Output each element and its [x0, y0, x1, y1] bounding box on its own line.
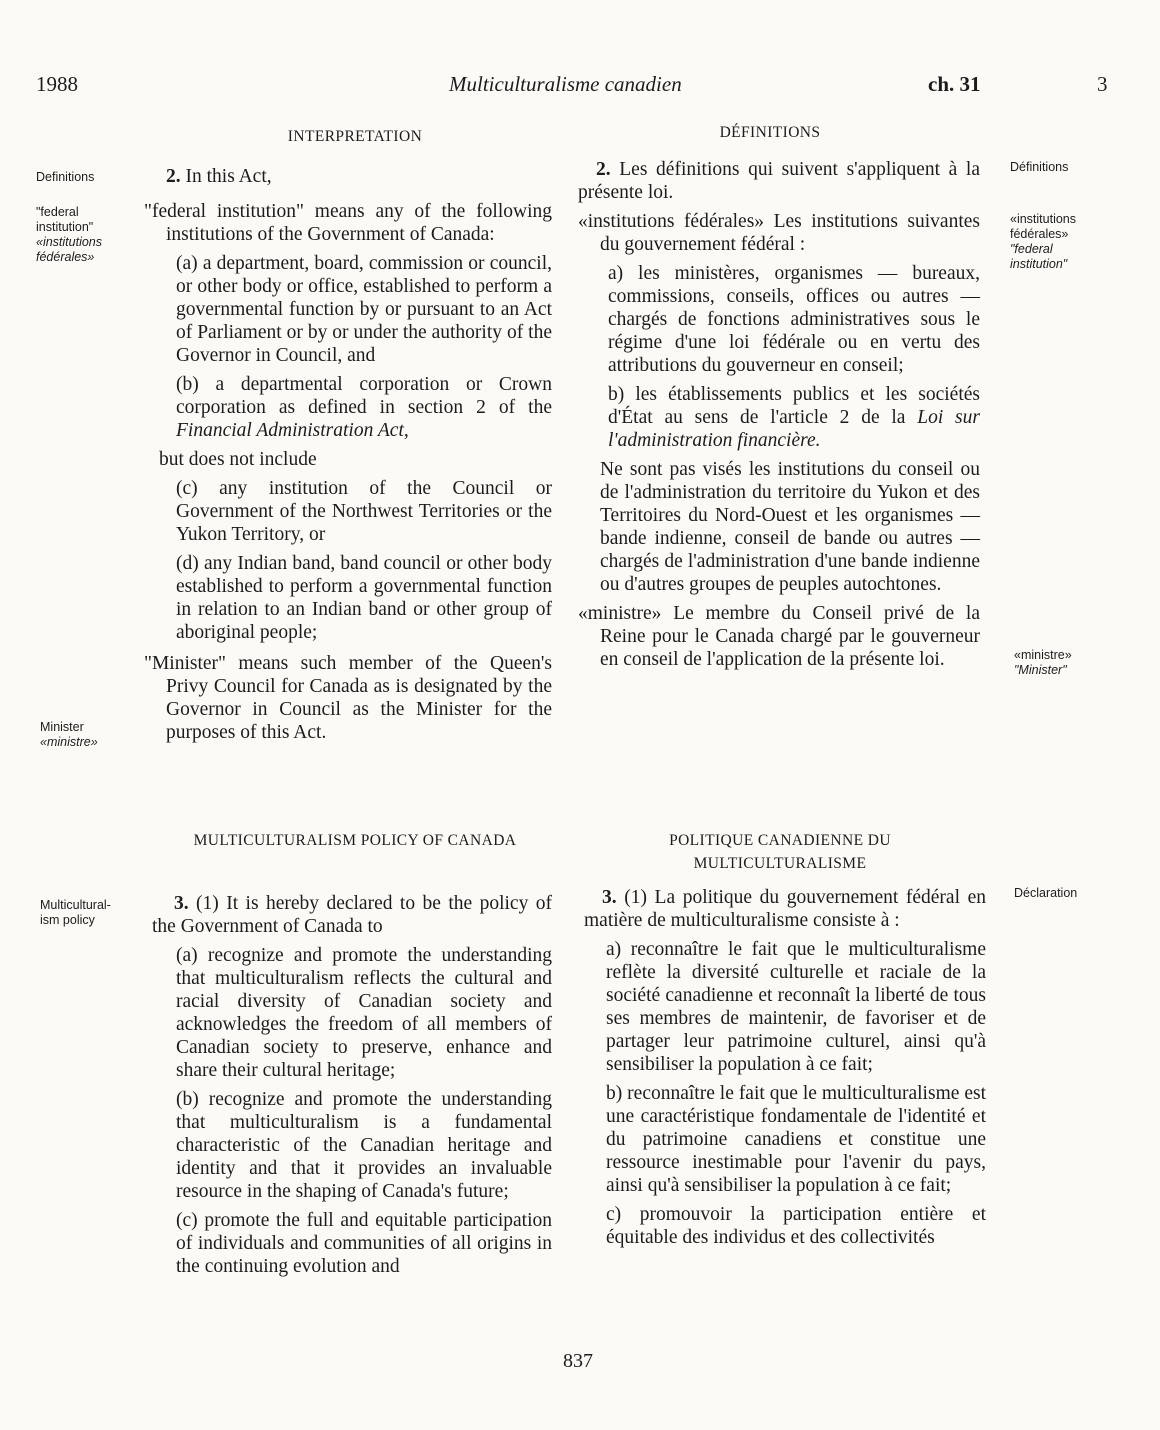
punctuation: ,: [403, 420, 409, 441]
margin-note-declaration-fr: Déclaration: [1014, 886, 1078, 900]
definition-ministre: «ministre» Le membre du Conseil privé de la Reine pour le Canada chargé par le gouverneur en conseil de l'application de la présente loi.: [578, 603, 980, 670]
paragraph-3a-fr: a) reconnaître le fait que le multiculturalisme reflète la diversité culturelle et raciale de la société canadienne et reconnaît la liberté de tous ses membres de maintenir, de favoriser et de partager leur patrimoine culturel, ainsi qu'à sensibiliser la population à ce fait;: [606, 939, 986, 1075]
margin-note-minister: [40, 720, 98, 750]
margin-line: ism policy: [40, 913, 95, 927]
margin-line: "Minister": [1014, 663, 1067, 677]
paragraph-b-fr: [578, 383, 980, 452]
margin-note-ministre-fr: [1014, 648, 1072, 678]
header-title: Multiculturalisme canadien: [449, 72, 682, 96]
margin-note-federal-institution: [36, 205, 102, 265]
definition-federal-institution: "federal institution" means any of the following institutions of the Government of Canada:: [144, 201, 552, 245]
header-year: 1988: [36, 72, 78, 96]
section-number: 2.: [596, 159, 611, 180]
margin-note-definitions: Definitions: [36, 170, 95, 184]
paragraph-d: (d) any Indian band, band council or other body established to perform a governmental function in relation to an Indian band or other group of aboriginal people;: [176, 553, 552, 643]
act-title: Loi sur l'administration financière.: [608, 407, 980, 451]
definition-institutions-federales: «institutions fédérales» Les institutions suivantes du gouvernement fédéral :: [578, 211, 980, 255]
margin-line: Multicultural-: [40, 898, 111, 912]
margin-line: "federal: [36, 205, 79, 219]
definition-minister: "Minister" means such member of the Queen's Privy Council for Canada as is designated by the Governor in Council as the Minister for the purposes of this Act.: [144, 653, 552, 743]
paragraph-c: (c) any institution of the Council or Government of the Northwest Territories or the Yukon Territory, or: [176, 478, 552, 545]
paragraph-a: (a) a department, board, commission or council, or other body or office, established to perform a governmental function by or pursuant to an Act of Parliament or by or under the authority of the Governor in Council, and: [176, 253, 552, 366]
margin-line: Minister: [40, 720, 84, 734]
header-chapter: ch. 31: [928, 72, 981, 96]
heading-policy-fr-line1: POLITIQUE CANADIENNE DU: [669, 832, 891, 849]
heading-policy-en: MULTICULTURALISM POLICY OF CANADA: [193, 832, 517, 849]
paragraph-3c-fr: c) promouvoir la participation entière et équitable des individus et des collectivités: [606, 1204, 986, 1248]
margin-line: "federal: [1010, 242, 1053, 256]
paragraph-a-fr: a) les ministères, organismes — bureaux, commissions, conseils, offices ou autres — chargés de fonctions administratives sous le régime d'une loi fédérale ou en vertu des attributions du gouverneur en conseil;: [608, 263, 980, 376]
section-2-lead: [144, 165, 552, 188]
section-2-lead-fr: [578, 158, 980, 204]
section-number: 3.: [602, 887, 617, 908]
english-section-2: [144, 165, 552, 750]
section-3-lead: [152, 892, 552, 938]
footer-page-number: 837: [563, 1350, 593, 1372]
exclusion-fr: Ne sont pas visés les institutions du conseil ou de l'administration du territoire du Yukon et des Territoires du Nord-Ouest et les organismes — bande indienne, conseil de bande ou autres — chargés de l'administration d'une bande indienne ou d'autres groupes de peuples autochtones.: [600, 459, 980, 595]
margin-line: «ministre»: [40, 735, 98, 749]
french-section-2: [578, 158, 980, 677]
section-lead-text: In this Act,: [180, 166, 272, 187]
paragraph-3b-fr: b) reconnaître le fait que le multiculturalisme est une caractéristique fondamentale de l'identité et du patrimoine canadiens et constitue une ressource inestimable pour l'avenir du pays, ainsi qu'à sensibiliser la population à ce fait;: [606, 1083, 986, 1196]
margin-line: fédérales»: [36, 250, 95, 264]
heading-interpretation: INTERPRETATION: [287, 128, 423, 145]
paragraph-3b: (b) recognize and promote the understanding that multiculturalism is a fundamental characteristic of the Canadian heritage and identity and that it provides an invaluable resource in the shaping of Canada's future;: [176, 1089, 552, 1202]
heading-definitions-fr: DÉFINITIONS: [719, 124, 821, 141]
margin-line: «institutions: [36, 235, 103, 249]
section-3-lead-fr: [584, 886, 986, 932]
section-lead-text: (1) It is hereby declared to be the policy of the Government of Canada to: [152, 893, 552, 937]
paragraph-b-text: (b) a departmental corporation or Crown corporation as defined in section 2 of the: [176, 374, 552, 418]
margin-line: institution": [1010, 257, 1068, 271]
margin-line: «institutions: [1010, 212, 1077, 226]
section-number: 3.: [174, 893, 189, 914]
heading-policy-fr: [600, 829, 960, 875]
heading-policy-fr-line2: MULTICULTURALISME: [693, 855, 867, 872]
margin-line: institution": [36, 220, 94, 234]
section-lead-text: Les définitions qui suivent s'appliquent à la présente loi.: [578, 159, 980, 203]
margin-note-definitions-fr: Définitions: [1010, 160, 1069, 174]
english-section-3: [152, 892, 552, 1284]
act-title: Financial Administration Act: [176, 420, 404, 441]
margin-line: fédérales»: [1010, 227, 1069, 241]
but-does-not-include: but does not include: [159, 449, 317, 470]
paragraph-b: [144, 373, 552, 442]
paragraph-b-text: b) les établissements publics et les sociétés d'État au sens de l'article 2 de la: [608, 384, 980, 428]
section-lead-text: (1) La politique du gouvernement fédéral en matière de multiculturalisme consiste à :: [584, 887, 986, 931]
paragraph-3c: (c) promote the full and equitable participation of individuals and communities of all origins in the continuing evolution and: [176, 1210, 552, 1277]
margin-line: «ministre»: [1014, 648, 1072, 662]
french-section-3: [584, 886, 986, 1255]
section-number: 2.: [166, 166, 181, 187]
paragraph-3a: (a) recognize and promote the understanding that multiculturalism reflects the cultural and racial diversity of Canadian society and acknowledges the freedom of all members of Canadian society to preserve, enhance and share their cultural heritage;: [176, 945, 552, 1081]
margin-note-policy: [40, 898, 111, 928]
header-page: 3: [1097, 72, 1108, 96]
margin-note-institutions-fr: [1010, 212, 1076, 272]
